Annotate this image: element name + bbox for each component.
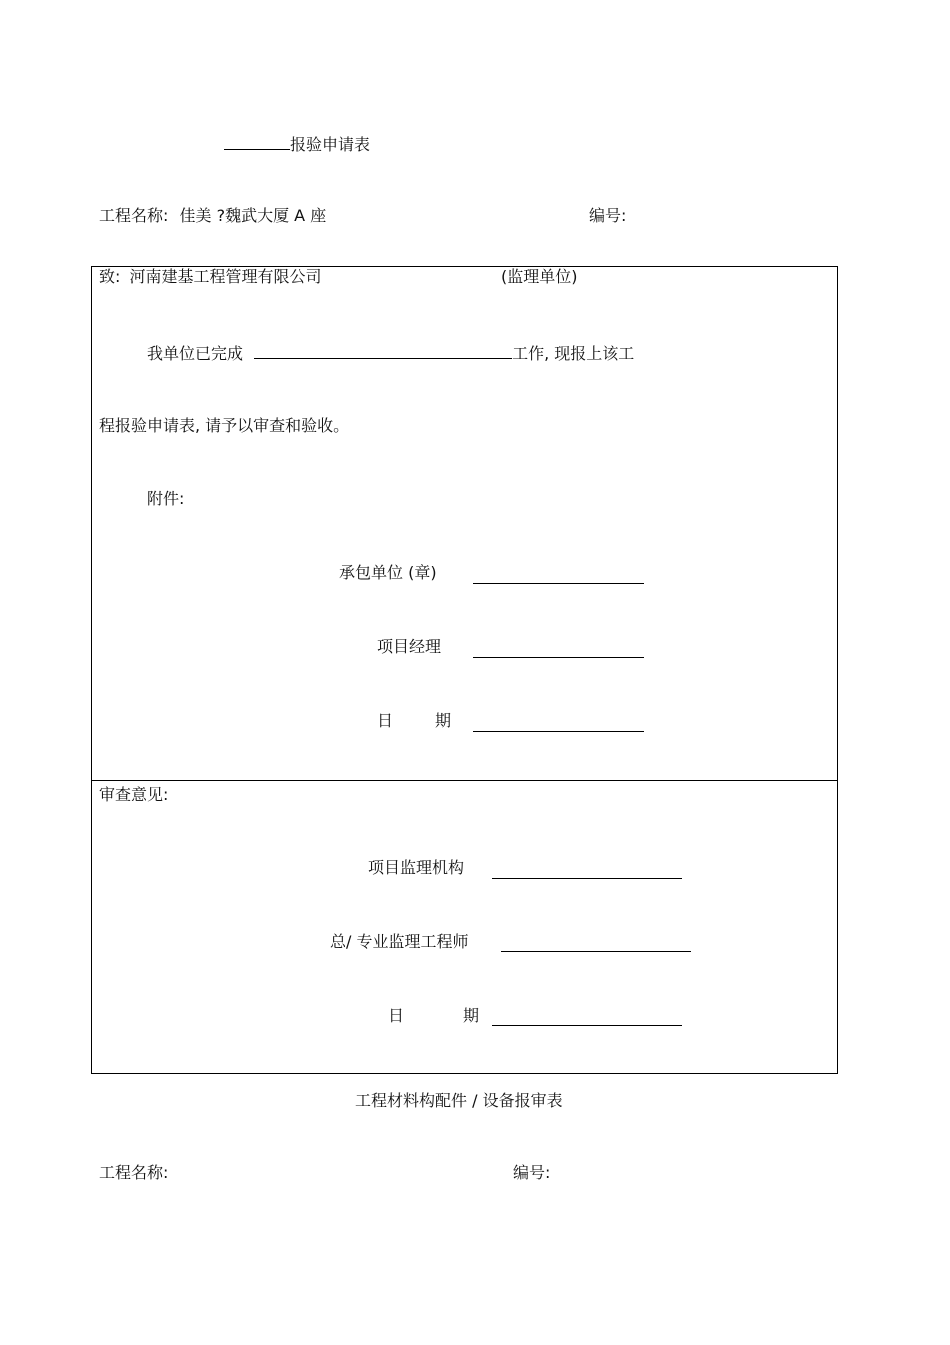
to-company: 河南建基工程管理有限公司 — [129, 267, 322, 286]
manager-signature-line[interactable] — [473, 657, 644, 658]
contractor-signature-line[interactable] — [473, 583, 644, 584]
form2-title: 工程材料构配件 / 设备报审表 — [355, 1091, 563, 1110]
review-date-line[interactable] — [492, 1025, 682, 1026]
number-label: 编号: — [589, 206, 627, 225]
date-label-char-2: 期 — [435, 711, 452, 730]
contractor-label: 承包单位 (章) — [339, 563, 437, 582]
date-label-row — [377, 711, 451, 731]
date-label-char-1: 日 — [377, 711, 394, 730]
supervision-org-label: 项目监理机构 — [368, 858, 465, 877]
title-blank-line[interactable] — [224, 133, 290, 150]
manager-label: 项目经理 — [377, 637, 442, 656]
completed-work-field[interactable] — [254, 342, 512, 359]
to-role: (监理单位) — [501, 267, 578, 286]
to-label: 致: — [99, 267, 121, 286]
engineer-label: 总/ 专业监理工程师 — [330, 932, 469, 951]
engineer-signature-line[interactable] — [501, 951, 691, 952]
body-line-1-suffix: 工作, 现报上该工 — [512, 344, 635, 363]
date-line[interactable] — [473, 731, 644, 732]
project-name-label: 工程名称: — [99, 206, 169, 225]
to-row — [99, 267, 322, 287]
form2-project-label: 工程名称: — [99, 1163, 169, 1182]
project-name-row — [99, 206, 326, 226]
review-date-label-row — [388, 1006, 479, 1026]
review-date-char-1: 日 — [388, 1006, 405, 1025]
project-name-value: 佳美 ?魏武大厦 A 座 — [179, 206, 327, 225]
form-title — [224, 133, 370, 155]
body-line-2: 程报验申请表, 请予以审查和验收。 — [99, 416, 350, 435]
form-title-text: 报验申请表 — [290, 135, 371, 154]
attachment-label: 附件: — [147, 489, 185, 508]
form2-number-label: 编号: — [513, 1163, 551, 1182]
review-date-char-2: 期 — [463, 1006, 480, 1025]
review-box — [91, 780, 838, 1074]
body-line-1 — [147, 342, 634, 364]
supervision-org-line[interactable] — [492, 878, 682, 879]
body-line-1-prefix: 我单位已完成 — [147, 344, 244, 363]
review-label: 审查意见: — [99, 785, 169, 804]
